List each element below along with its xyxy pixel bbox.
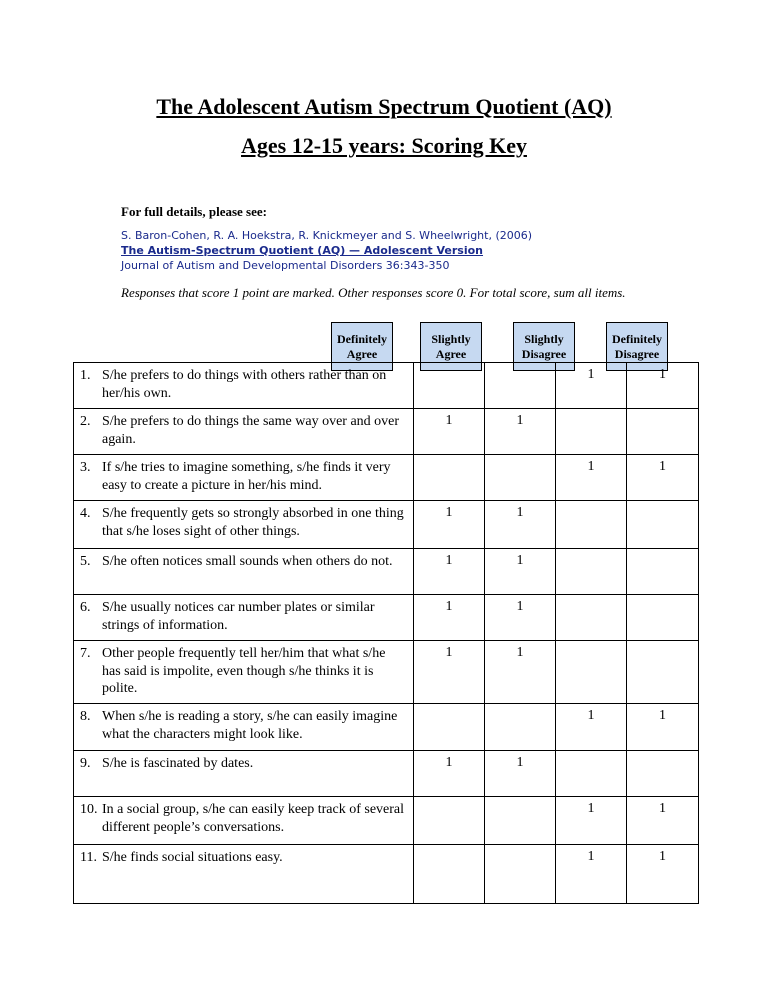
table-row — [74, 704, 699, 751]
question-cell — [74, 595, 414, 641]
question-text: Other people frequently tell her/him that what s/he has said is impolite, even though s/he thinks it is polite. — [102, 646, 386, 696]
score-definitely-disagree — [627, 641, 699, 704]
question-number: 5. — [80, 554, 91, 569]
reference-title-link[interactable]: The Autism-Spectrum Quotient (AQ) — Adolescent Version — [121, 244, 484, 257]
question-cell — [74, 845, 414, 904]
table-row — [74, 595, 699, 641]
table-row — [74, 455, 699, 501]
question-text: S/he usually notices car number plates or similar strings of information. — [102, 600, 375, 633]
score-slightly-agree: 1 — [485, 549, 556, 595]
question-text: S/he frequently gets so strongly absorbed in one thing that s/he loses sight of other things. — [102, 506, 404, 539]
question-number: 11. — [80, 850, 97, 865]
score-definitely-disagree — [627, 751, 699, 797]
score-slightly-agree: 1 — [485, 595, 556, 641]
score-slightly-disagree: 1 — [556, 704, 627, 751]
score-definitely-agree: 1 — [414, 595, 485, 641]
table-row — [74, 501, 699, 549]
full-details-label: For full details, please see: — [121, 204, 267, 219]
question-cell — [74, 641, 414, 704]
score-slightly-disagree: 1 — [556, 845, 627, 904]
score-slightly-disagree — [556, 751, 627, 797]
score-definitely-agree — [414, 797, 485, 845]
question-text: When s/he is reading a story, s/he can easily imagine what the characters might look like. — [102, 709, 398, 742]
question-number: 1. — [80, 368, 91, 383]
header-slightly-disagree: Slightly Disagree — [513, 322, 575, 371]
score-definitely-agree: 1 — [414, 409, 485, 455]
score-slightly-agree — [485, 845, 556, 904]
score-slightly-agree: 1 — [485, 501, 556, 549]
score-slightly-agree — [485, 704, 556, 751]
table-row — [74, 845, 699, 904]
score-definitely-agree — [414, 363, 485, 409]
score-slightly-disagree: 1 — [556, 455, 627, 501]
table-row — [74, 797, 699, 845]
header-definitely-disagree: Definitely Disagree — [606, 322, 668, 371]
table-row — [74, 751, 699, 797]
question-text: S/he prefers to do things with others rather than on her/his own. — [102, 368, 387, 401]
header-slightly-agree: Slightly Agree — [420, 322, 482, 371]
reference-authors: S. Baron-Cohen, R. A. Hoekstra, R. Knickmeyer and S. Wheelwright, (2006) — [121, 229, 533, 242]
page-subtitle: Ages 12-15 years: Scoring Key — [241, 133, 527, 158]
score-definitely-disagree: 1 — [627, 363, 699, 409]
page-title: The Adolescent Autism Spectrum Quotient (AQ) — [156, 94, 612, 119]
question-cell — [74, 455, 414, 501]
score-slightly-agree — [485, 797, 556, 845]
score-definitely-disagree: 1 — [627, 797, 699, 845]
question-cell — [74, 501, 414, 549]
scoring-instruction: Responses that score 1 point are marked. Other responses score 0. For total score, sum all items. — [121, 285, 626, 300]
question-number: 7. — [80, 646, 91, 661]
question-cell — [74, 409, 414, 455]
question-number: 9. — [80, 756, 91, 771]
score-definitely-disagree: 1 — [627, 845, 699, 904]
score-slightly-agree: 1 — [485, 409, 556, 455]
question-text: S/he often notices small sounds when others do not. — [102, 554, 393, 569]
question-text: S/he is fascinated by dates. — [102, 756, 254, 771]
score-definitely-disagree — [627, 549, 699, 595]
table-row — [74, 409, 699, 455]
question-number: 4. — [80, 506, 91, 521]
score-slightly-agree — [485, 455, 556, 501]
question-cell — [74, 797, 414, 845]
question-cell — [74, 704, 414, 751]
table-row — [74, 641, 699, 704]
score-definitely-agree — [414, 845, 485, 904]
question-cell — [74, 549, 414, 595]
question-text: S/he finds social situations easy. — [102, 850, 283, 865]
question-cell — [74, 751, 414, 797]
score-slightly-disagree — [556, 641, 627, 704]
score-definitely-agree: 1 — [414, 641, 485, 704]
question-number: 10. — [80, 802, 98, 817]
question-text: S/he prefers to do things the same way over and over again. — [102, 414, 400, 447]
score-slightly-disagree — [556, 595, 627, 641]
score-definitely-agree — [414, 455, 485, 501]
score-definitely-agree: 1 — [414, 751, 485, 797]
score-slightly-disagree — [556, 549, 627, 595]
score-definitely-disagree — [627, 595, 699, 641]
score-slightly-agree — [485, 363, 556, 409]
question-number: 8. — [80, 709, 91, 724]
score-definitely-disagree — [627, 409, 699, 455]
reference-journal: Journal of Autism and Developmental Disorders 36:343-350 — [121, 259, 450, 272]
score-slightly-disagree: 1 — [556, 797, 627, 845]
question-text: If s/he tries to imagine something, s/he finds it very easy to create a picture in her/his mind. — [102, 460, 391, 493]
score-definitely-disagree — [627, 501, 699, 549]
question-text: In a social group, s/he can easily keep track of several different people’s conversations. — [102, 802, 405, 835]
scoring-table — [73, 362, 699, 904]
header-definitely-agree: Definitely Agree — [331, 322, 393, 371]
table-row — [74, 363, 699, 409]
question-cell — [74, 363, 414, 409]
question-number: 3. — [80, 460, 91, 475]
score-slightly-agree: 1 — [485, 641, 556, 704]
table-row — [74, 549, 699, 595]
score-definitely-agree — [414, 704, 485, 751]
score-definitely-disagree: 1 — [627, 455, 699, 501]
score-slightly-agree: 1 — [485, 751, 556, 797]
score-definitely-disagree: 1 — [627, 704, 699, 751]
score-definitely-agree: 1 — [414, 501, 485, 549]
question-number: 6. — [80, 600, 91, 615]
score-slightly-disagree — [556, 409, 627, 455]
score-slightly-disagree — [556, 501, 627, 549]
score-slightly-disagree: 1 — [556, 363, 627, 409]
question-number: 2. — [80, 414, 91, 429]
score-definitely-agree: 1 — [414, 549, 485, 595]
